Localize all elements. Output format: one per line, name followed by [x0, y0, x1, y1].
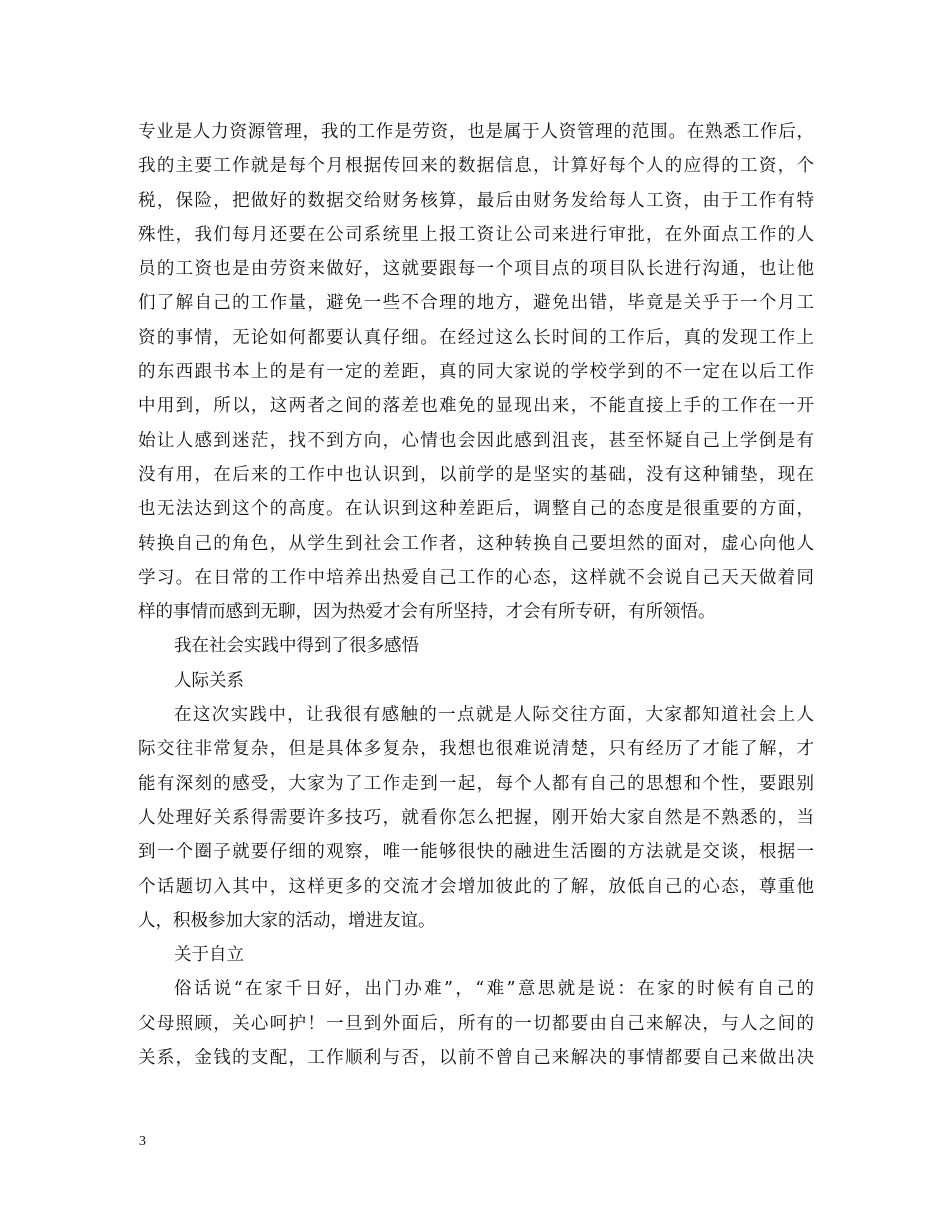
text-line: 样的事情而感到无聊，因为热爱才会有所坚持，才会有所专研，有所领悟。 — [138, 602, 716, 623]
text-line: 转换自己的角色，从学生到社会工作者，这种转换自己要坦然的面对，虚心向他人 — [138, 533, 814, 554]
paragraph-interpersonal — [138, 698, 814, 938]
text-line: 人处理好关系得需要许多技巧，就看你怎么把握，刚开始大家自然是不熟悉的，当 — [138, 807, 814, 828]
text-line: 个话题切入其中，这样更多的交流才会增加彼此的了解，放低自己的心态，尊重他 — [138, 876, 814, 897]
text-line: 到一个圈子就要仔细的观察，唯一能够很快的融进生活圈的方法就是交谈，根据一 — [138, 842, 814, 863]
text-line: 专业是人力资源管理，我的工作是劳资，也是属于人资管理的范围。在熟悉工作后， — [138, 122, 814, 142]
text-line: 资的事情，无论如何都要认真仔细。在经过这么长时间的工作后，真的发现工作上 — [138, 327, 814, 348]
text-line: 在这次实践中，让我很有感触的一点就是人际交往方面，大家都知道社会上人 — [174, 705, 814, 726]
section-heading: 人际关系 — [174, 670, 244, 691]
text-line: 没有用，在后来的工作中也认识到，以前学的是坚实的基础，没有这种铺垫，现在 — [138, 464, 814, 485]
section-heading: 我在社会实践中得到了很多感悟 — [174, 636, 419, 657]
text-line: 人，积极参加大家的活动，增进友谊。 — [138, 910, 436, 931]
text-line: 关系，金钱的支配，工作顺利与否，以前不曾自己来解决的事情都要自己来做出决 — [138, 1048, 814, 1069]
text-line: 我的主要工作就是每个月根据传回来的数据信息，计算好每个人的应得的工资，个 — [138, 156, 814, 177]
paragraph-independence — [138, 972, 814, 1075]
text-line: 的东西跟书本上的是有一定的差距，真的同大家说的学校学到的不一定在以后工作 — [138, 362, 814, 383]
paragraph-work-experience — [138, 115, 814, 629]
text-line: 学习。在日常的工作中培养出热爱自己工作的心态，这样就不会说自己天天做着同 — [138, 567, 814, 588]
page-number: 3 — [139, 1134, 146, 1149]
text-line: 际交往非常复杂，但是具体多复杂，我想也很难说清楚，只有经历了才能了解，才 — [138, 739, 814, 760]
text-line: 殊性，我们每月还要在公司系统里上报工资让公司来进行审批，在外面点工作的人 — [138, 224, 814, 245]
text-line: 也无法达到这个的高度。在认识到这种差距后，调整自己的态度是很重要的方面， — [138, 499, 814, 520]
text-line: 员的工资也是由劳资来做好，这就要跟每一个项目点的项目队长进行沟通，也让他 — [138, 259, 814, 280]
text-line: 们了解自己的工作量，避免一些不合理的地方，避免出错，毕竟是关乎于一个月工 — [138, 293, 814, 314]
text-line: 始让人感到迷茫，找不到方向，心情也会因此感到沮丧，甚至怀疑自己上学倒是有 — [138, 430, 814, 451]
section-heading: 关于自立 — [174, 945, 244, 966]
text-line: 税，保险，把做好的数据交给财务核算，最后由财务发给每人工资，由于工作有特 — [138, 190, 814, 211]
document-body — [138, 115, 814, 1075]
text-line: 中用到，所以，这两者之间的落差也难免的显现出来，不能直接上手的工作在一开 — [138, 396, 814, 417]
text-line: 父母照顾，关心呵护！一旦到外面后，所有的一切都要由自己来解决，与人之间的 — [138, 1013, 814, 1034]
text-line: 俗话说“在家千日好，出门办难”，“难”意思就是说：在家的时候有自己的 — [174, 979, 814, 1000]
text-line: 能有深刻的感受，大家为了工作走到一起，每个人都有自己的思想和个性，要跟别 — [138, 773, 814, 794]
